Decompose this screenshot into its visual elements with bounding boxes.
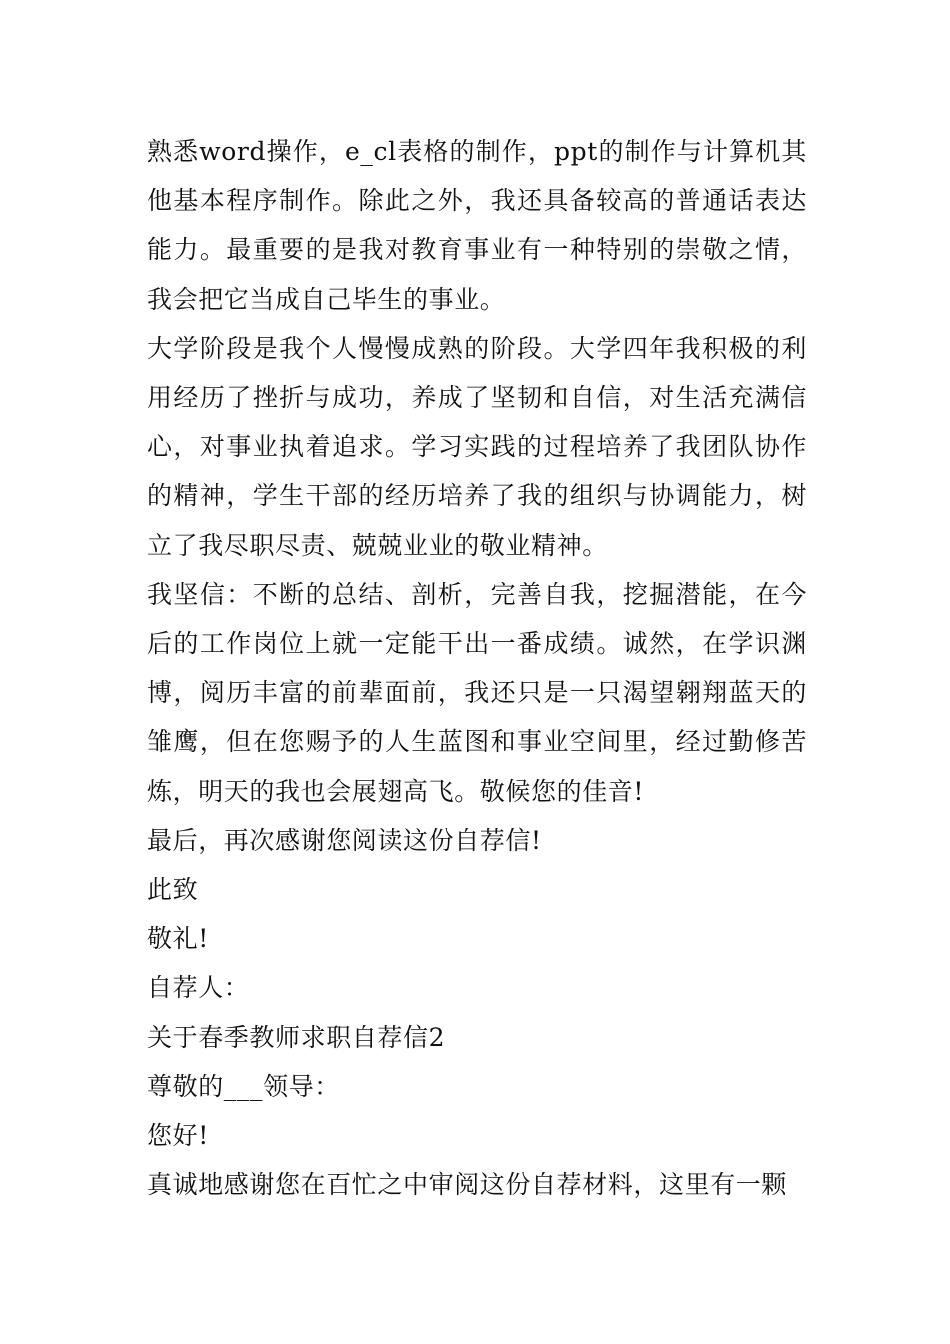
paragraph-belief: 我坚信：不断的总结、剖析，完善自我，挖掘潜能，在今后的工作岗位上就一定能干出一番成绩。诚然，在学识渊博，阅历丰富的前辈面前，我还只是一只渴望翱翔蓝天的雏鹰，但在您赐予的人生蓝图和事业空间里，经过勤修苦炼，明天的我也会展翅高飞。敬候您的佳音! [147,579,807,806]
closing-salutation: 此致 [147,875,199,905]
paragraph-university: 大学阶段是我个人慢慢成熟的阶段。大学四年我积极的利用经历了挫折与成功，养成了坚韧和自信，对生活充满信心，对事业执着追求。学习实践的过程培养了我团队协作的精神，学生干部的经历培养了我的组织与协调能力，树立了我尽职尽责、兢兢业业的敬业精神。 [147,333,807,560]
paragraph-skills: 熟悉word操作，e_cl表格的制作，ppt的制作与计算机其他基本程序制作。除此之外，我还具备较高的普通话表达能力。最重要的是我对教育事业有一种特别的崇敬之情，我会把它当成自己毕生的事业。 [147,137,807,314]
greeting-recipient: 尊敬的___领导： [147,1071,340,1101]
section-title: 关于春季教师求职自荐信2 [147,1022,446,1052]
closing-regards: 敬礼! [147,924,209,954]
paragraph-thanks: 最后，再次感谢您阅读这份自荐信! [147,825,542,855]
greeting-hello: 您好! [147,1121,209,1151]
document-body [147,127,807,1209]
signature-line: 自荐人： [147,973,250,1003]
paragraph-opening: 真诚地感谢您在百忙之中审阅这份自荐材料，这里有一颗 [147,1170,788,1200]
